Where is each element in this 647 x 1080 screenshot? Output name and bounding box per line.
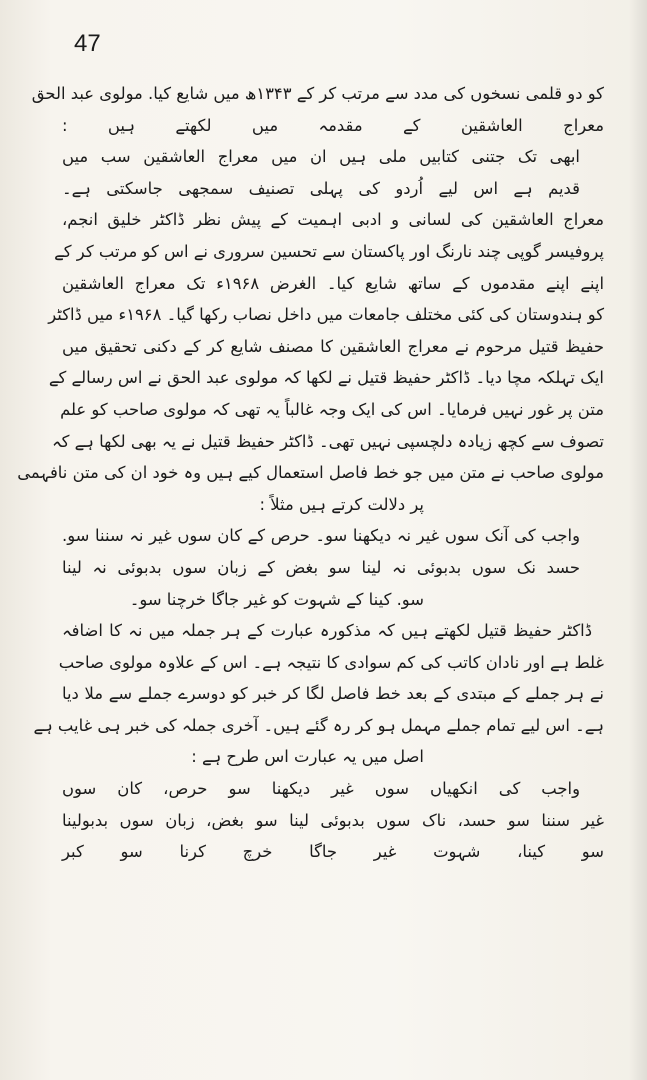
text-line-13: ڈاکٹر حفیظ قتیل لکھتے ہیں کہ مذکورہ عبارت کے ہر جملہ میں نہ کا اضافہ bbox=[62, 621, 592, 641]
page-number: 47 bbox=[74, 30, 101, 57]
text-line-4: پروفیسر گوپی چند نارنگ اور پاکستان سے تحسین سروری نے اس کو مرتب کر کے bbox=[54, 241, 604, 261]
page-edge-shadow bbox=[629, 0, 647, 1080]
quote-line-1: ابھی تک جتنی کتابیں ملی ہیں ان میں معراج العاشقین سب میں bbox=[62, 147, 580, 167]
text-line-11: مولوی صاحب نے متن میں جو خط فاصل استعمال کیے ہیں وہ خود ان کی متن نافہمی bbox=[17, 463, 604, 483]
text-line-14: غلط ہے اور نادان کاتب کی کم سوادی کا نتیجہ ہے۔ اس کے علاوہ مولوی صاحب bbox=[58, 652, 604, 672]
text-line-2: معراج العاشقین کے مقدمہ میں لکھتے ہیں : bbox=[62, 115, 604, 135]
quote-line-5: سو. کینا کے شہوت کو غیر جاگا خرچنا سو۔ bbox=[129, 589, 424, 609]
text-line-12: پر دلالت کرتے ہیں مثلاً : bbox=[259, 494, 424, 514]
text-line-9: متن پر غور نہیں فرمایا۔ اس کی ایک وجہ غالباً یہ تھی کہ مولوی صاحب کو علم bbox=[60, 399, 604, 419]
text-line-15: نے ہر جملے کے مبتدی کے بعد خط فاصل لگا کر خبر کو دوسرے جملے سے ملا دیا bbox=[62, 684, 604, 704]
urdu-body-text bbox=[17, 78, 604, 1063]
text-line-1: کو دو قلمی نسخوں کی مدد سے مرتب کر کے ۱۳۴۳ھ میں شایع کیا. مولوی عبد الحق bbox=[31, 84, 604, 103]
quote-line-3: واجب کی آنک سوں غیر نہ دیکھنا سو۔ حرص کے کان سوں غیر نہ سننا سو. bbox=[62, 526, 580, 546]
quote-line-7: غیر سننا سو حسد، ناک سوں بدبوئی لینا سو بغض، زبان سوں بدبولینا bbox=[62, 810, 604, 830]
text-line-16: ہے۔ اس لیے تمام جملے مہمل ہو کر رہ گئے ہیں۔ آخری جملہ کی خبر ہی غایب ہے bbox=[33, 715, 604, 735]
quote-line-8: سو کینا، شہوت غیر جاگا خرچ کرنا سو کبر bbox=[62, 842, 604, 862]
quote-line-4: حسد نک سوں بدبوئی نہ لینا سو بغض کے زبان سوں بدبوئی نہ لینا bbox=[62, 557, 580, 577]
text-line-3: معراج العاشقین کی لسانی و ادبی اہمیت کے پیش نظر ڈاکٹر خلیق انجم، bbox=[62, 210, 604, 230]
text-line-7: حفیظ قتیل مرحوم نے معراج العاشقین کا مصنف شایع کر کے دکنی تحقیق میں bbox=[62, 336, 604, 356]
quote-line-6: واجب کی انکھیاں سوں غیر دیکھنا سو حرص، کان سوں bbox=[62, 779, 580, 799]
text-line-6: کو ہندوستان کی کئی مختلف جامعات میں داخل نصاب رکھا گیا۔ ۱۹۶۸ء میں ڈاکٹر bbox=[48, 305, 604, 325]
text-line-10: تصوف سے کچھ زیادہ دلچسپی نہیں تھی۔ ڈاکٹر حفیظ قتیل نے یہ بھی لکھا ہے کہ bbox=[52, 431, 604, 451]
text-line-8: ایک تہلکہ مچا دیا۔ ڈاکٹر حفیظ قتیل نے لکھا کہ مولوی عبد الحق نے اس رسالے کے bbox=[48, 368, 604, 388]
text-line-5: اپنے اپنے مقدموں کے ساتھ شایع کیا۔ الغرض ۱۹۶۸ء تک معراج العاشقین bbox=[62, 273, 604, 293]
text-line-17: اصل میں یہ عبارت اس طرح ہے : bbox=[191, 747, 424, 767]
quote-line-2: قدیم ہے اس لیے اُردو کی پہلی تصنیف سمجھی جاسکتی ہے۔ bbox=[62, 178, 580, 198]
